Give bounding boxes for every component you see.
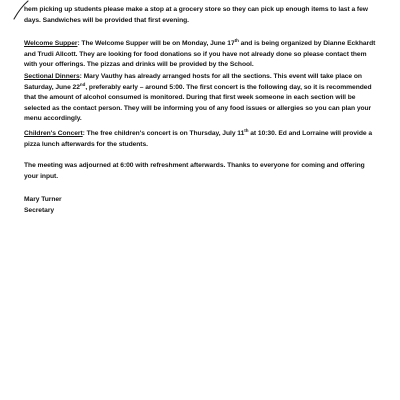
welcome-supper-heading: Welcome Supper [24,40,78,47]
sectional-dinners-superscript: nd [79,81,86,87]
signature-title: Secretary [24,206,55,214]
signature-block [24,195,380,216]
welcome-supper-superscript: th [234,37,239,43]
welcome-supper-paragraph [24,39,380,71]
welcome-supper-text-2: and is being organized by Dianne Eckhardt and Trudi Allcott. They are looking for food donations so if you have not already done so please contact them with your offerings. The pizzas and drinks will be provided by the School. [24,40,376,69]
signature-name: Mary Turner [24,196,62,203]
closing-text: The meeting was adjourned at 6:00 with refreshment afterwards. Thanks to everyone for coming and offering your input. [24,162,365,180]
childrens-concert-paragraph [24,129,380,150]
childrens-concert-superscript: th [244,127,249,133]
childrens-concert-text-1: : The free children's concert is on Thursday, July 11 [82,130,245,137]
childrens-concert-heading: Children's Concert [24,130,83,137]
intro-line-1: hem picking up students please make a stop at a grocery store so they can pick up enough items to last a few [24,6,368,13]
sectional-dinners-heading: Sectional Dinners [24,73,80,80]
sectional-dinners-paragraph [24,72,380,125]
sectional-dinners-text-1: : Mary Vauthy has already arranged hosts for all the sections. This event will take place on Saturday, June 22 [24,73,362,91]
sectional-dinners-text-2: , preferably early – around 5:00. The first concert is the following day, so it is recommended that the amount of alcohol consumed is monitored. During that first week someone in each section will be selected as the contact person. They will be informing you of any food issues or allergies so you can plan your menu accordingly. [24,83,372,123]
intro-line-2: days. Sandwiches will be provided that first evening. [24,16,189,24]
intro-paragraph [24,5,380,26]
closing-paragraph [24,161,380,182]
childrens-concert-text-2: at 10:30. Ed and Lorraine will provide a pizza lunch afterwards for the students. [24,130,373,148]
welcome-supper-text-1: : The Welcome Supper will be on Monday, June 17 [77,40,235,47]
